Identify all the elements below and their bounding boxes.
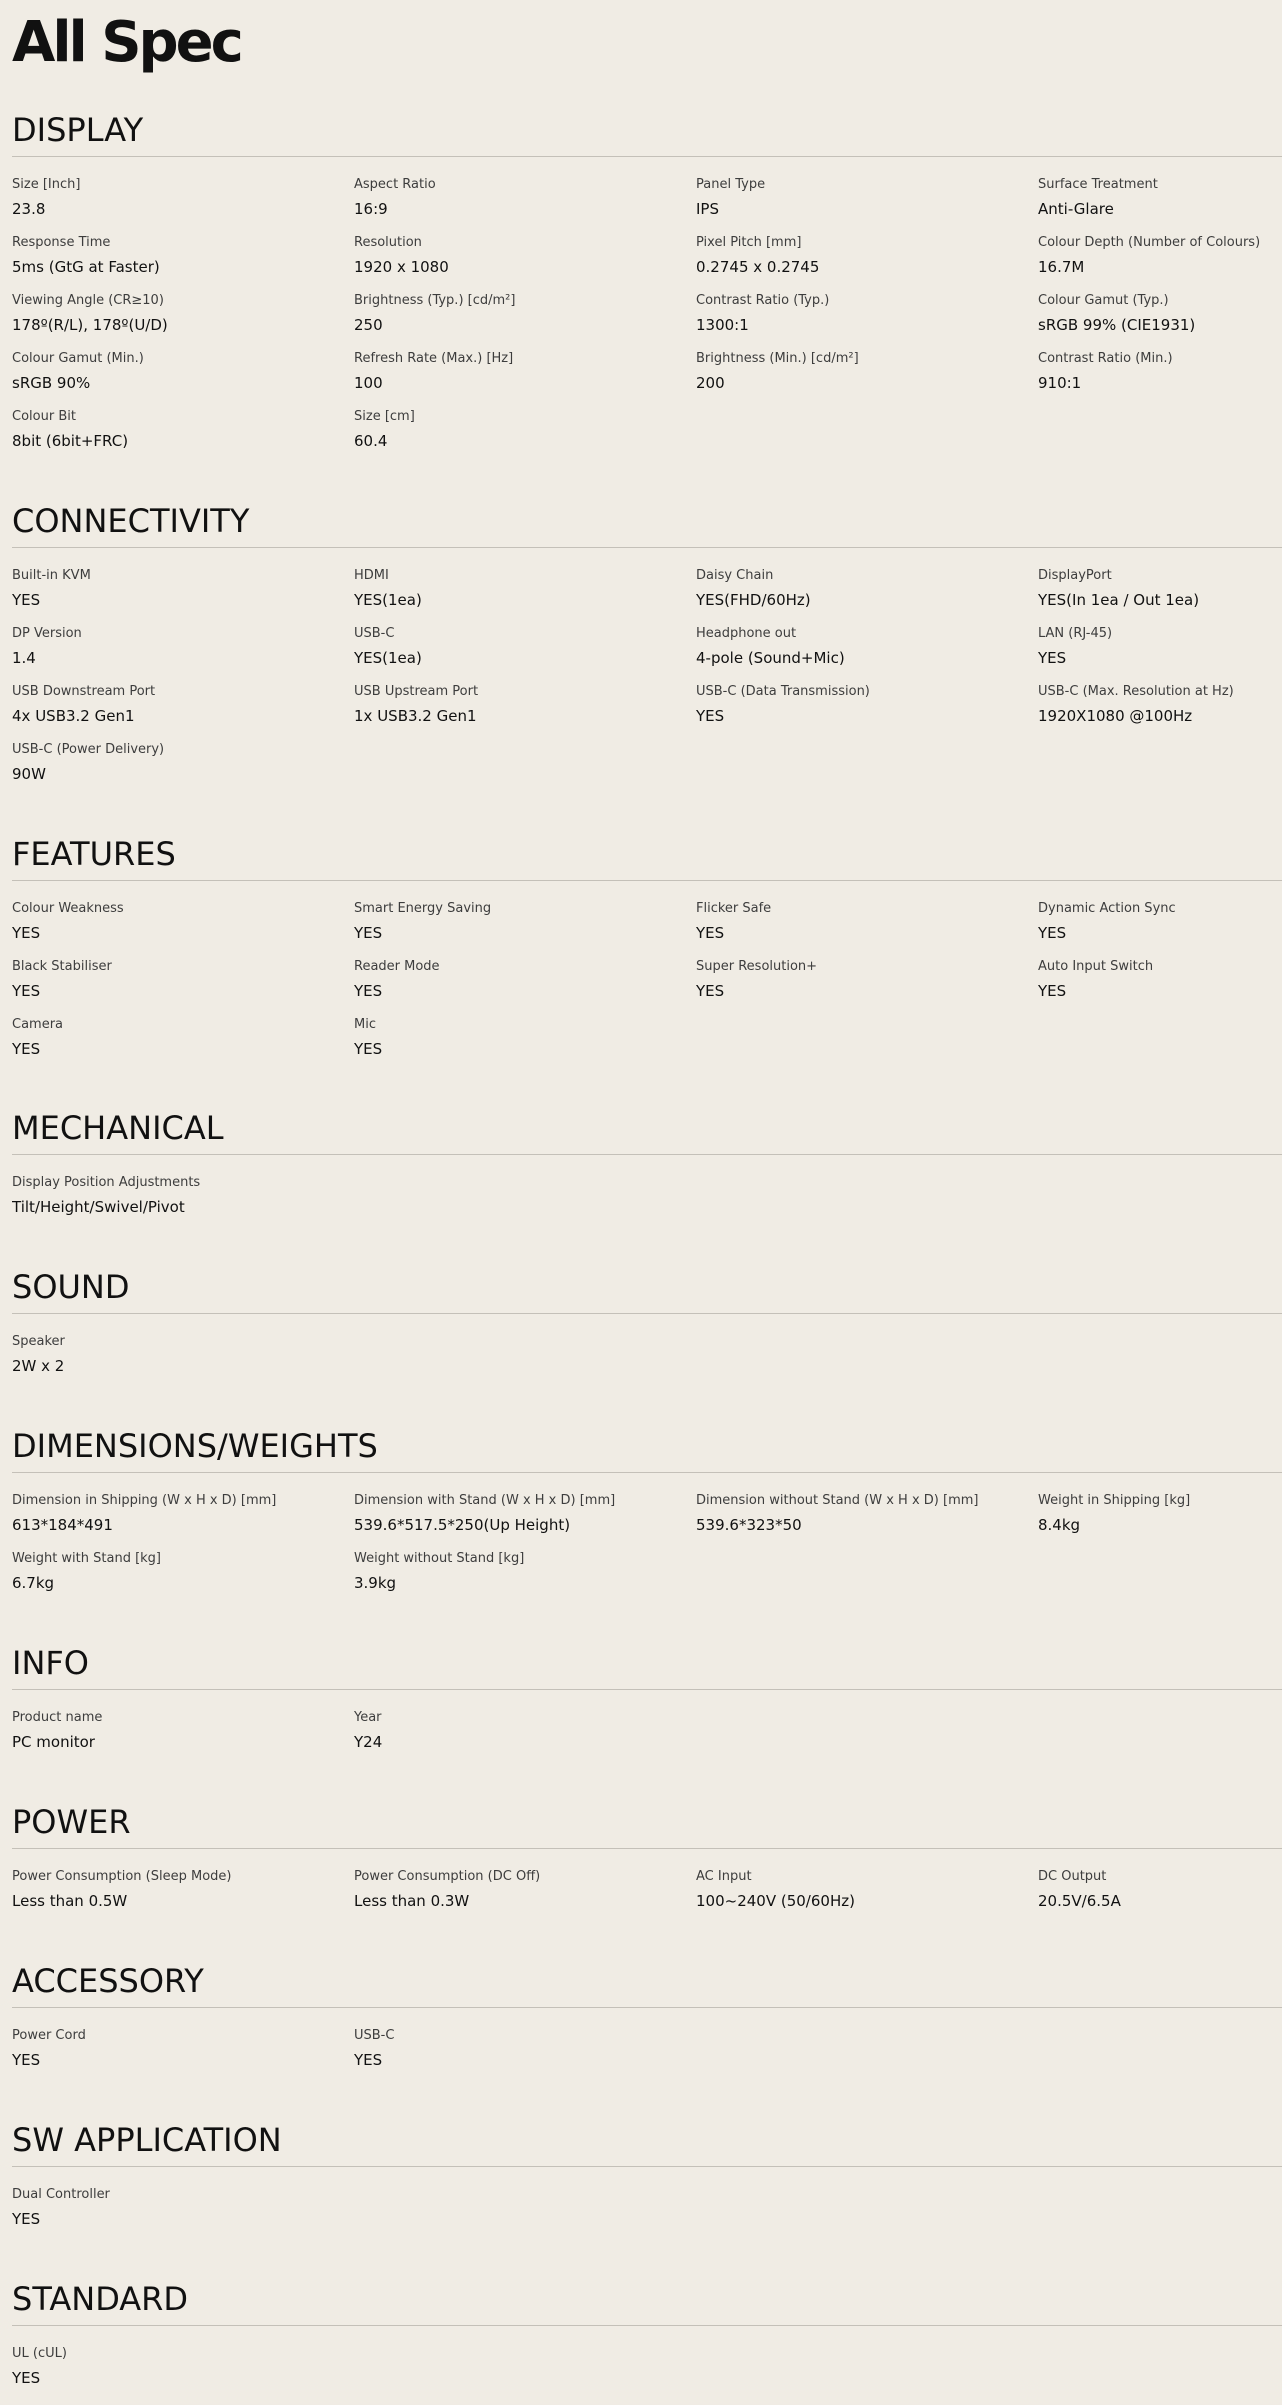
spec-item (12, 292, 354, 350)
section-title: INFO (12, 1644, 89, 1682)
spec-item (354, 350, 696, 408)
spec-item (354, 1016, 696, 1074)
page-title: All Spec (12, 10, 241, 75)
spec-value: Tilt/Height/Swivel/Pivot (12, 1198, 185, 1216)
spec-label: Mic (354, 1017, 376, 1032)
spec-value: 100~240V (50/60Hz) (696, 1892, 855, 1910)
spec-value: YES(1ea) (354, 649, 422, 667)
spec-value: YES (1038, 924, 1067, 942)
spec-item (12, 1550, 354, 1608)
spec-item (12, 2027, 354, 2085)
spec-grid (12, 176, 1282, 466)
section-divider (12, 1154, 1282, 1155)
spec-value: 2W x 2 (12, 1357, 65, 1375)
spec-value: Y24 (354, 1733, 383, 1751)
section-title: DIMENSIONS/WEIGHTS (12, 1427, 378, 1465)
spec-value: 100 (354, 374, 383, 392)
spec-grid (12, 1868, 1282, 1926)
spec-item (696, 683, 1038, 741)
spec-label: DisplayPort (1038, 568, 1112, 583)
spec-label: Colour Depth (Number of Colours) (1038, 235, 1261, 250)
spec-item (12, 567, 354, 625)
spec-item (696, 567, 1038, 625)
spec-value: 4-pole (Sound+Mic) (696, 649, 845, 667)
section-divider (12, 1689, 1282, 1690)
section-title: SOUND (12, 1268, 130, 1306)
spec-label: Dynamic Action Sync (1038, 901, 1176, 916)
spec-item (354, 2027, 696, 2085)
spec-item (696, 176, 1038, 234)
spec-label: Dimension without Stand (W x H x D) [mm] (696, 1493, 979, 1508)
spec-value: YES(In 1ea / Out 1ea) (1038, 591, 1200, 609)
spec-value: 6.7kg (12, 1574, 55, 1592)
spec-item (1038, 567, 1282, 625)
spec-label: Surface Treatment (1038, 177, 1158, 192)
spec-item (1038, 292, 1282, 350)
section-divider (12, 547, 1282, 548)
spec-grid (12, 2345, 1282, 2403)
spec-item (696, 1868, 1038, 1926)
section-divider (12, 1472, 1282, 1473)
spec-item (12, 2186, 354, 2244)
spec-label: Pixel Pitch [mm] (696, 235, 802, 250)
spec-label: Black Stabiliser (12, 959, 112, 974)
spec-item (12, 1333, 354, 1391)
spec-item (354, 900, 696, 958)
spec-item (1038, 958, 1282, 1016)
spec-label: Flicker Safe (696, 901, 772, 916)
spec-label: Size [Inch] (12, 177, 81, 192)
spec-label: Panel Type (696, 177, 766, 192)
spec-value: YES (12, 2210, 41, 2228)
spec-item (696, 900, 1038, 958)
spec-item (354, 625, 696, 683)
spec-item (1038, 1868, 1282, 1926)
spec-label: Weight in Shipping [kg] (1038, 1493, 1191, 1508)
spec-item (12, 683, 354, 741)
spec-value: 16.7M (1038, 258, 1085, 276)
section-title: SW APPLICATION (12, 2121, 282, 2159)
spec-label: Contrast Ratio (Typ.) (696, 293, 830, 308)
spec-value: 250 (354, 316, 383, 334)
spec-grid (12, 1492, 1282, 1608)
spec-label: Super Resolution+ (696, 959, 818, 974)
spec-label: Contrast Ratio (Min.) (1038, 351, 1173, 366)
spec-label: Colour Weakness (12, 901, 124, 916)
spec-label: USB-C (Data Transmission) (696, 684, 870, 699)
spec-label: Weight without Stand [kg] (354, 1551, 525, 1566)
spec-label: USB-C (Power Delivery) (12, 742, 165, 757)
spec-label: Colour Gamut (Min.) (12, 351, 144, 366)
spec-label: Weight with Stand [kg] (12, 1551, 161, 1566)
spec-value: 20.5V/6.5A (1038, 1892, 1121, 1910)
spec-item (1038, 683, 1282, 741)
spec-value: IPS (696, 200, 719, 218)
spec-value: PC monitor (12, 1733, 95, 1751)
spec-value: 178º(R/L), 178º(U/D) (12, 316, 168, 334)
section-divider (12, 2166, 1282, 2167)
spec-item (1038, 900, 1282, 958)
spec-value: 23.8 (12, 200, 46, 218)
spec-item (696, 234, 1038, 292)
spec-grid (12, 2027, 1282, 2085)
spec-item (1038, 176, 1282, 234)
spec-item (354, 292, 696, 350)
spec-item (1038, 234, 1282, 292)
spec-grid (12, 1333, 1282, 1391)
spec-item (12, 741, 354, 799)
spec-item (354, 176, 696, 234)
spec-label: Response Time (12, 235, 111, 250)
section-title: POWER (12, 1803, 131, 1841)
spec-value: YES (1038, 982, 1067, 1000)
spec-label: USB-C (Max. Resolution at Hz) (1038, 684, 1234, 699)
spec-value: Less than 0.3W (354, 1892, 470, 1910)
spec-item (354, 1868, 696, 1926)
spec-label: Resolution (354, 235, 422, 250)
spec-label: Dual Controller (12, 2187, 110, 2202)
spec-item (12, 1492, 354, 1550)
spec-label: Size [cm] (354, 409, 415, 424)
spec-value: 3.9kg (354, 1574, 397, 1592)
spec-label: Brightness (Typ.) [cd/m²] (354, 293, 516, 308)
section-divider (12, 2007, 1282, 2008)
spec-label: Refresh Rate (Max.) [Hz] (354, 351, 514, 366)
spec-value: YES (12, 2369, 41, 2387)
spec-grid (12, 567, 1282, 799)
spec-item (12, 1709, 354, 1767)
spec-value: Anti-Glare (1038, 200, 1114, 218)
spec-label: Camera (12, 1017, 64, 1032)
spec-value: 1x USB3.2 Gen1 (354, 707, 477, 725)
spec-label: USB-C (354, 626, 395, 641)
spec-label: Aspect Ratio (354, 177, 436, 192)
spec-item (12, 958, 354, 1016)
section-divider (12, 2325, 1282, 2326)
spec-value: 90W (12, 765, 46, 783)
spec-label: USB Upstream Port (354, 684, 479, 699)
spec-value: 5ms (GtG at Faster) (12, 258, 160, 276)
spec-label: AC Input (696, 1869, 752, 1884)
spec-label: Viewing Angle (CR≥10) (12, 293, 164, 308)
spec-value: 16:9 (354, 200, 388, 218)
spec-label: Colour Gamut (Typ.) (1038, 293, 1169, 308)
spec-item (696, 625, 1038, 683)
spec-value: YES (354, 2051, 383, 2069)
spec-value: YES (12, 2051, 41, 2069)
spec-grid (12, 900, 1282, 1074)
section-title: FEATURES (12, 835, 176, 873)
spec-label: DC Output (1038, 1869, 1107, 1884)
spec-label: Dimension with Stand (W x H x D) [mm] (354, 1493, 616, 1508)
spec-item (12, 2345, 354, 2403)
spec-item (696, 350, 1038, 408)
spec-item (354, 683, 696, 741)
spec-value: sRGB 90% (12, 374, 91, 392)
spec-item (12, 234, 354, 292)
spec-value: YES (12, 982, 41, 1000)
section-divider (12, 1313, 1282, 1314)
spec-label: Daisy Chain (696, 568, 774, 583)
spec-label: Smart Energy Saving (354, 901, 492, 916)
spec-item (696, 292, 1038, 350)
spec-value: 4x USB3.2 Gen1 (12, 707, 135, 725)
spec-item (354, 1709, 696, 1767)
spec-label: HDMI (354, 568, 389, 583)
spec-label: Headphone out (696, 626, 797, 641)
spec-value: YES (696, 707, 725, 725)
section-title: STANDARD (12, 2280, 189, 2318)
spec-value: 1920 x 1080 (354, 258, 449, 276)
spec-value: YES(1ea) (354, 591, 422, 609)
spec-item (12, 625, 354, 683)
spec-label: Power Consumption (DC Off) (354, 1869, 541, 1884)
spec-value: sRGB 99% (CIE1931) (1038, 316, 1196, 334)
spec-label: DP Version (12, 626, 82, 641)
section-title: CONNECTIVITY (12, 502, 250, 540)
spec-value: YES (12, 1040, 41, 1058)
spec-grid (12, 1709, 1282, 1767)
spec-item (1038, 1492, 1282, 1550)
spec-value: YES(FHD/60Hz) (696, 591, 811, 609)
spec-item (12, 1016, 354, 1074)
spec-label: Brightness (Min.) [cd/m²] (696, 351, 859, 366)
spec-value: YES (696, 924, 725, 942)
spec-value: 1920X1080 @100Hz (1038, 707, 1193, 725)
spec-item (696, 1492, 1038, 1550)
spec-value: 910:1 (1038, 374, 1082, 392)
spec-value: 613*184*491 (12, 1516, 113, 1534)
spec-item (12, 350, 354, 408)
spec-value: 0.2745 x 0.2745 (696, 258, 820, 276)
spec-value: 1300:1 (696, 316, 749, 334)
spec-item (12, 408, 354, 466)
spec-item (354, 1492, 696, 1550)
spec-value: 8bit (6bit+FRC) (12, 432, 129, 450)
spec-item (12, 900, 354, 958)
spec-label: Auto Input Switch (1038, 959, 1154, 974)
spec-label: Reader Mode (354, 959, 440, 974)
spec-label: LAN (RJ-45) (1038, 626, 1113, 641)
spec-item (696, 958, 1038, 1016)
section-title: ACCESSORY (12, 1962, 204, 2000)
spec-value: YES (354, 1040, 383, 1058)
spec-label: Year (354, 1710, 382, 1725)
spec-label: USB Downstream Port (12, 684, 156, 699)
section-title: MECHANICAL (12, 1109, 224, 1147)
spec-label: Display Position Adjustments (12, 1175, 201, 1190)
spec-label: USB-C (354, 2028, 395, 2043)
spec-item (1038, 625, 1282, 683)
spec-value: YES (696, 982, 725, 1000)
spec-item (1038, 350, 1282, 408)
spec-label: Dimension in Shipping (W x H x D) [mm] (12, 1493, 277, 1508)
spec-label: Product name (12, 1710, 103, 1725)
spec-label: Built-in KVM (12, 568, 91, 583)
section-divider (12, 880, 1282, 881)
spec-item (354, 567, 696, 625)
spec-value: 60.4 (354, 432, 388, 450)
spec-value: YES (12, 924, 41, 942)
section-divider (12, 156, 1282, 157)
spec-value: YES (1038, 649, 1067, 667)
spec-value: 539.6*323*50 (696, 1516, 802, 1534)
spec-value: YES (354, 982, 383, 1000)
spec-item (354, 408, 696, 466)
spec-grid (12, 1174, 1282, 1232)
spec-value: 539.6*517.5*250(Up Height) (354, 1516, 571, 1534)
spec-value: Less than 0.5W (12, 1892, 128, 1910)
spec-value: YES (12, 591, 41, 609)
spec-item (354, 234, 696, 292)
spec-item (12, 176, 354, 234)
spec-grid (12, 2186, 1282, 2244)
spec-value: 8.4kg (1038, 1516, 1081, 1534)
spec-value: 200 (696, 374, 725, 392)
spec-label: UL (cUL) (12, 2346, 67, 2361)
spec-label: Power Consumption (Sleep Mode) (12, 1869, 232, 1884)
spec-item (12, 1174, 354, 1232)
spec-label: Colour Bit (12, 409, 76, 424)
spec-label: Power Cord (12, 2028, 86, 2043)
section-title: DISPLAY (12, 111, 144, 149)
spec-item (354, 958, 696, 1016)
spec-label: Speaker (12, 1334, 65, 1349)
spec-item (354, 1550, 696, 1608)
spec-value: YES (354, 924, 383, 942)
spec-value: 1.4 (12, 649, 36, 667)
section-divider (12, 1848, 1282, 1849)
spec-item (12, 1868, 354, 1926)
